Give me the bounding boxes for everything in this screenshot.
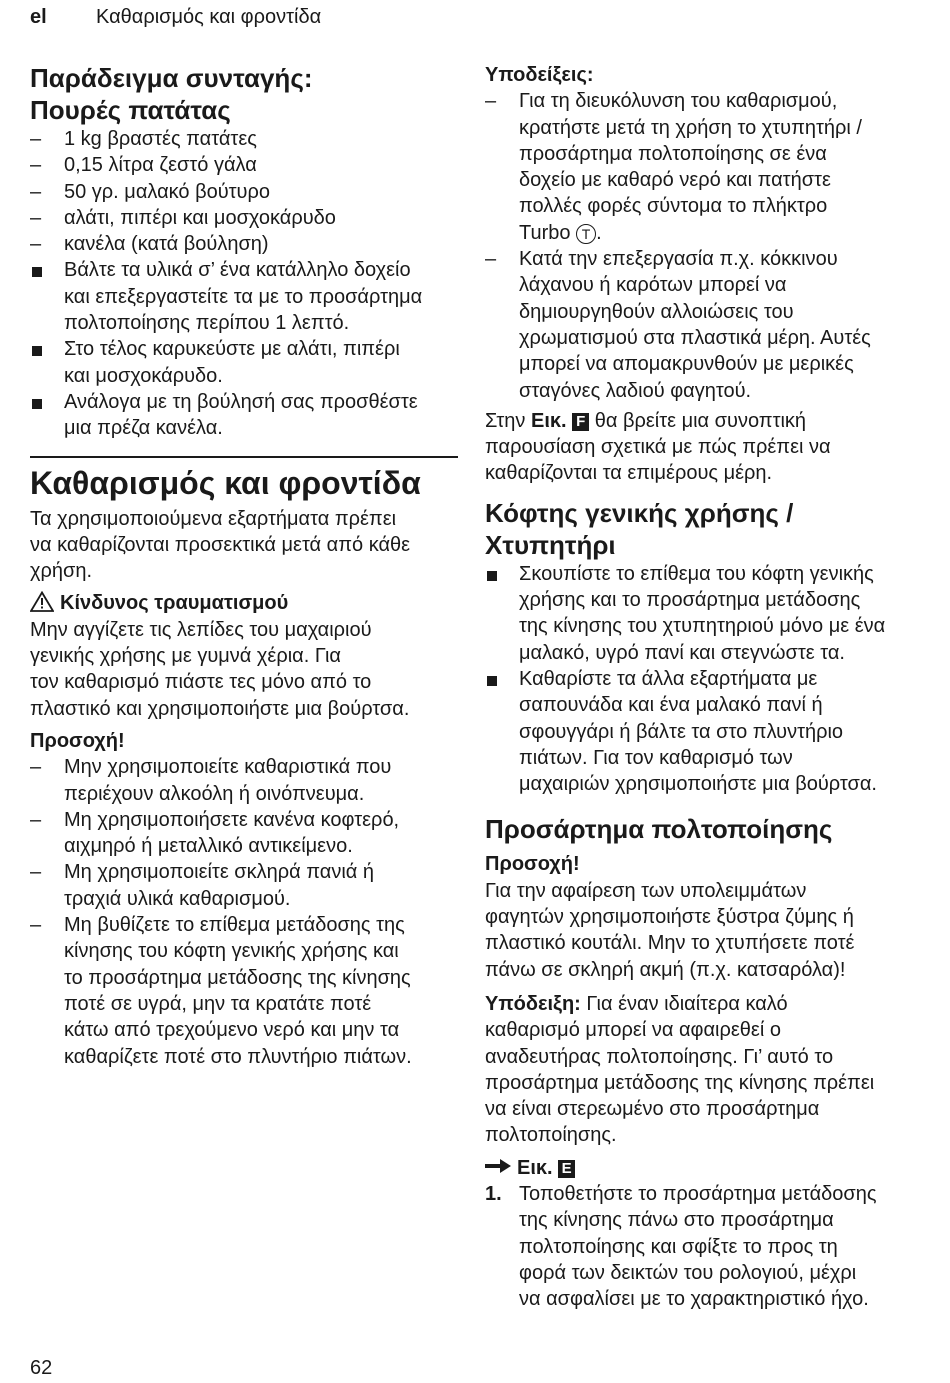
list-item: – κανέλα (κατά βούληση) [30,233,269,256]
recipe-heading: Παράδειγμα συνταγής: Πουρές πατάτας [30,63,313,125]
language-code: el [30,6,47,28]
caution-heading: Προσοχή! [485,853,580,876]
chopper-heading: Κόφτης γενικής χρήσης / Χτυπητήρι [485,497,794,560]
list-item: – αλάτι, πιπέρι και μοσχοκάρυδο [30,206,336,229]
section-title: Καθαρισμός και φροντίδα [30,464,421,501]
caution-text: Για την αφαίρεση των υπολειμμάτων φαγητών χρησιμοποιήστε ξύστρα ζύμης ή πλαστικό κουτάλι. Μην το χτυπήσετε ποτέ πάνω σε σκληρή ακμή (π.χ. κατσαρόλα)! [485,879,855,981]
right-column [485,62,925,1312]
header-title: Καθαρισμός και φροντίδα [96,6,322,28]
list-item: – Μη βυθίζετε το επίθεμα μετάδοσης της κίνησης του κόφτη γενικής χρήσης και το προσάρτημα μετάδοσης της κίνησης ποτέ σε υγρά, μην τα κρατάτε ποτέ κάτω από τρεχούμενο νερό και μην τα καθαρίζετε ποτέ στο πλυντήριο πιάτων. [30,914,412,1068]
page-number: 62 [30,1357,53,1379]
turbo-button-icon: T [576,224,596,244]
list-item: – Κατά την επεξεργασία π.χ. κόκκινου λάχανου ή καρότων μπορεί να δημιουργηθούν αλλοιώσεις του χρωματισμού στα πλαστικά μέρη. Αυτές μπορεί να απομακρυνθούν με μερικές σταγόνες λαδιού φαγητού. [485,248,871,402]
danger-heading: Κίνδυνος τραυματισμού [30,590,460,616]
recipe-steps [30,257,460,441]
list-item: – Μην χρησιμοποιείτε καθαριστικά που περιέχουν αλκοόλη ή οινόπνευμα. [30,756,392,805]
chopper-list [485,561,925,798]
bullet-square-icon [32,399,42,409]
caution-heading: Προσοχή! [30,729,125,752]
bullet-square-icon [32,346,42,356]
list-item: Σκουπίστε το επίθεμα του κόφτη γενικής χρήσης και το προσάρτημα μετάδοσης της κίνησης του χτυπητηριού μόνο με ένα μαλακό, υγρό πανί και στεγνώστε τα. [485,561,925,666]
left-column [30,62,460,1070]
hint-text: Υπόδειξη: Για έναν ιδιαίτερα καλό καθαρισμό μπορεί να αφαιρεθεί ο αναδευτήρας πολτοποίησης. Γι’ αυτό το προσάρτημα μετάδοσης της κίνησης πρέπει να είναι στερεωμένο στο προσάρτημα πολτοποίησης. [485,992,875,1147]
section-divider [30,456,458,458]
arrow-right-icon [485,1159,511,1173]
list-item: – 0,15 λίτρα ζεστό γάλα [30,154,257,177]
bullet-square-icon [487,676,497,686]
puree-heading: Προσάρτημα πολτοποίησης [485,814,833,845]
figure-e-icon: E [558,1160,575,1178]
list-item: Καθαρίστε τα άλλα εξαρτήματα με σαπουνάδα και ένα μαλακό πανί ή σφουγγάρι ή βάλτε τα στο πλυντήριο πιάτων. Για τον καθαρισμό των μαχαιριών χρησιμοποιήστε μια βούρτσα. [485,666,925,797]
list-item: – Για τη διευκόλυνση του καθαρισμού, κρατήστε μετά τη χρήση το χτυπητήρι / προσάρτημα πολτοποίησης σε ένα δοχείο με καθαρό νερό και πατήστε πολλές φορές σύντομα το πλήκτρο Turbo T . [485,90,862,244]
list-item: Ανάλογα με τη βούλησή σας προσθέστε μια πρέζα κανέλα. [30,389,460,442]
figure-f-icon: F [572,413,589,431]
warning-triangle-icon [30,591,54,612]
figure-reference: Εικ. E [485,1155,925,1181]
bullet-square-icon [487,571,497,581]
list-item: Στο τέλος καρυκεύστε με αλάτι, πιπέρι και μοσχοκάρυδο. [30,336,460,389]
numbered-step: 1. Τοποθετήστε το προσάρτημα μετάδοσης της κίνησης πάνω στο προσάρτημα πολτοποίησης και σφίξτε το προς τη φορά των δεικτών του ρολογιού, μέχρι να ασφαλίσει με το χαρακτηριστικό ήχο. [485,1182,877,1311]
caution-list [30,754,460,1070]
list-item: Βάλτε τα υλικά σ’ ένα κατάλληλο δοχείο και επεξεργαστείτε τα με το προσάρτημα πολτοποίησης περίπου 1 λεπτό. [30,257,460,336]
list-item: – Μη χρησιμοποιείτε σκληρά πανιά ή τραχιά υλικά καθαρισμού. [30,861,375,910]
bullet-square-icon [32,267,42,277]
list-item: – Μη χρησιμοποιήσετε κανένα κοφτερό, αιχμηρό ή μεταλλικό αντικείμενο. [30,808,400,858]
tips-heading: Υποδείξεις: [485,64,594,86]
list-item: – 1 kg βραστές πατάτες [30,128,257,150]
page-header [30,6,322,29]
overview-text: Στην Εικ. F θα βρείτε μια συνοπτική παρουσίαση σχετικά με πώς πρέπει να καθαρίζονται τα επιμέρους μέρη. [485,409,831,485]
list-item: – 50 γρ. μαλακό βούτυρο [30,180,270,203]
danger-text: Μην αγγίζετε τις λεπίδες του μαχαιριού γενικής χρήσης με γυμνά χέρια. Για τον καθαρισμό πιάστε τες μόνο από το πλαστικό και χρησιμοποιήστε μια βούρτσα. [30,618,410,720]
ingredient-list [30,126,460,257]
intro-text: Τα χρησιμοποιούμενα εξαρτήματα πρέπει να καθαρίζονται προσεκτικά μετά από κάθε χρήση. [30,507,411,583]
